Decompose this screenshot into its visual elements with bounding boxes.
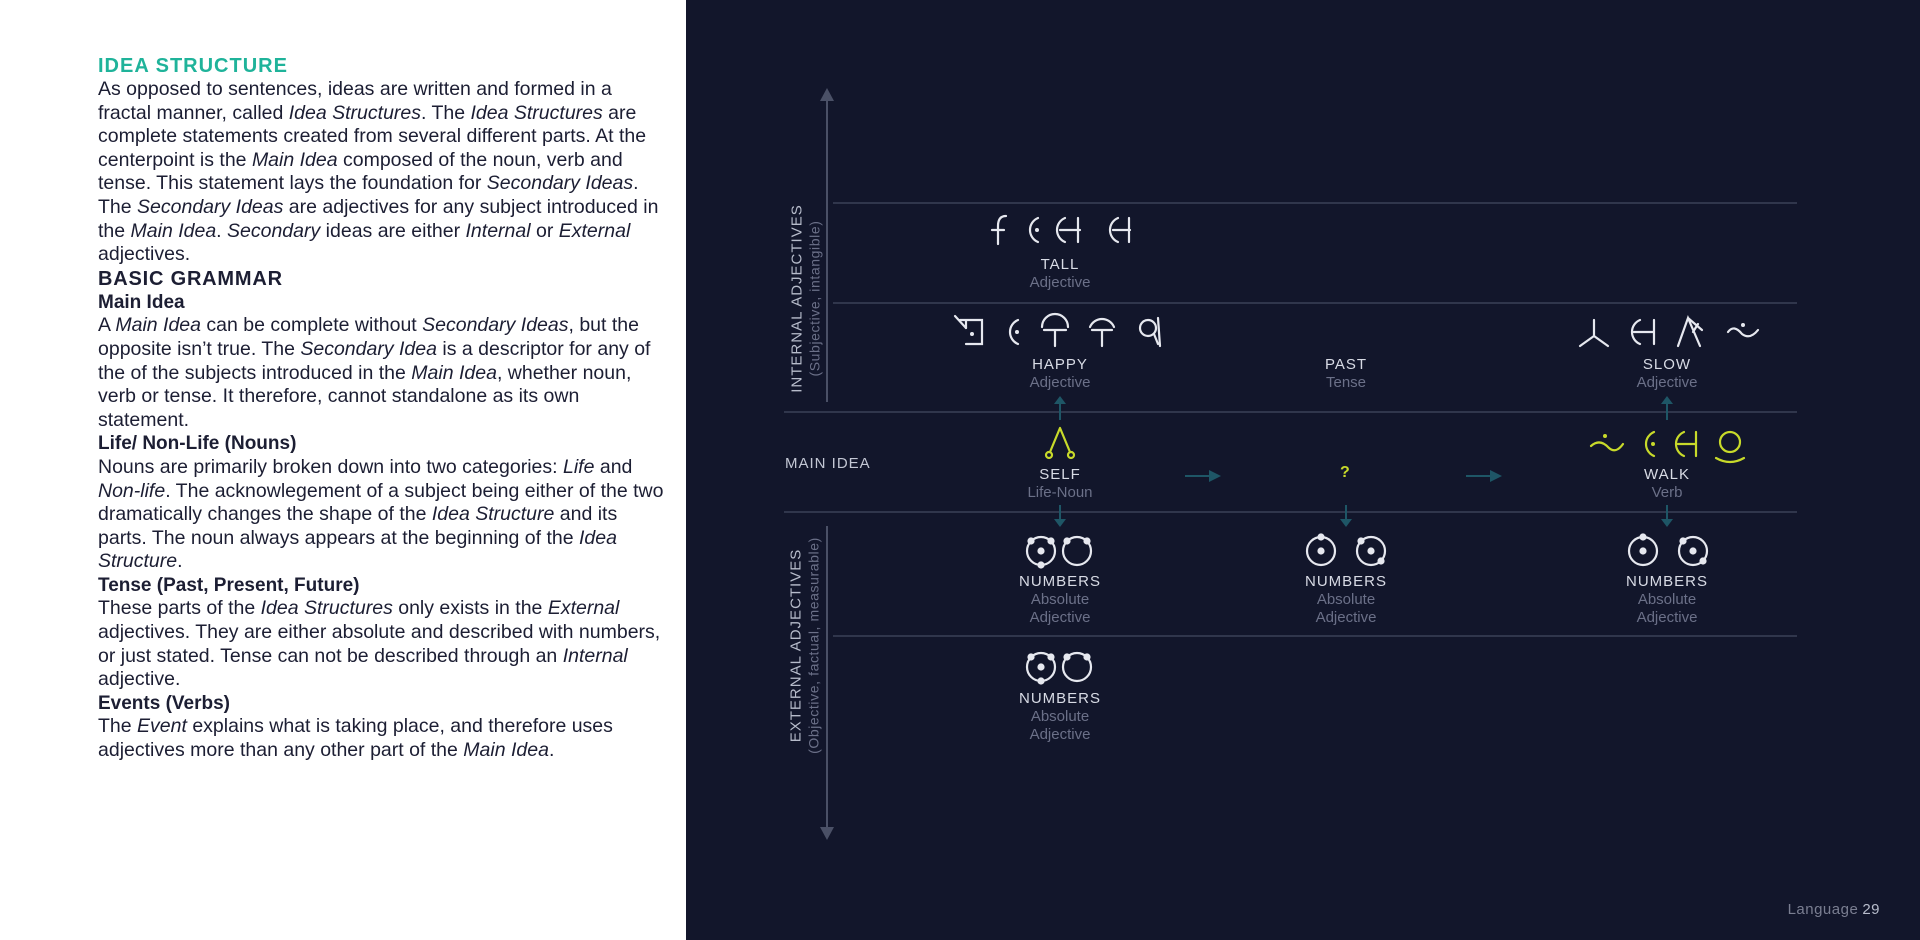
body-text: ideas are either [320,219,466,242]
body-text: adjective. [98,668,181,691]
body-text: , whether noun, verb or tense. It therefore, cannot standalone as its own statement. [98,361,632,431]
self-sub: Life-Noun [1027,484,1093,501]
connector-arrows [1054,396,1673,527]
tense-heading: Tense (Past, Present, Future) [98,574,360,596]
body-text: . [548,739,555,762]
body-text: As opposed to sentences, ideas are written and formed in a fractal manner, called [98,78,612,124]
tall-node [970,255,1150,292]
body-text: is a descriptor for any of the of the subjects introduced in the [98,337,651,384]
numbers-self-glyph [1027,537,1091,568]
body-text: . The [421,101,471,124]
basic-grammar-heading: BASIC GRAMMAR [98,267,283,290]
life-heading: Life/ Non-Life (Nouns) [98,433,297,455]
internal-adjectives-title: INTERNAL ADJECTIVES [788,204,806,393]
internal-adjectives-axis-label [789,183,824,415]
emphasis-text: Idea Structure [431,503,555,526]
numbers-past-node [1256,572,1436,627]
walk-glyphs [1591,432,1744,462]
external-adjectives-title: EXTERNAL ADJECTIVES [787,548,805,743]
emphasis-text: Main Idea [115,314,201,337]
emphasis-text: Secondary [227,219,321,242]
body-text: adjectives. They are either absolute and described with numbers, or just stated. Tense can not be described through an [98,621,661,667]
emphasis-text: External [547,597,620,620]
emphasis-text: Idea Structures [288,101,421,124]
numbers-title: NUMBERS [1304,573,1387,590]
body-text: . [216,219,228,242]
numbers-walk-glyph [1629,535,1707,566]
happy-title: HAPPY [1032,356,1088,373]
emphasis-text: Idea Structures [470,101,603,124]
self-title: SELF [1039,466,1081,483]
body-text: only exists in the [392,597,548,620]
happy-node [970,355,1150,392]
emphasis-text: Secondary Ideas [486,172,634,195]
tall-title: TALL [1040,256,1080,273]
emphasis-text: Event [137,715,187,738]
body-text: can be complete without [201,314,423,337]
emphasis-text: Secondary Idea [300,337,437,360]
body-text: are adjectives for any subject introduced in the [98,195,659,242]
self-glyph [1046,428,1074,458]
happy-sub: Adjective [1029,374,1091,391]
numbers-sub-absolute: Absolute [1030,591,1090,608]
events-heading: Events (Verbs) [98,692,230,714]
external-adjectives-sub: (Objective, factual, measurable) [805,537,822,754]
emphasis-text: Life [562,455,595,478]
emphasis-text: Internal [562,644,628,667]
external-adjectives-axis-label [788,501,823,791]
tall-glyphs [992,216,1130,244]
emphasis-text: Internal [465,219,531,242]
tall-sub: Adjective [1029,274,1091,291]
numbers-past-glyph [1307,535,1385,566]
emphasis-text: Non-life [98,479,166,502]
numbers-title: NUMBERS [1625,573,1708,590]
body-text: , but the opposite isn’t true. The [98,314,639,360]
body-text: Nouns are primarily broken down into two categories: [98,455,563,478]
unknown-tense-marker: ? [1340,464,1350,481]
emphasis-text: Main Idea [463,739,549,762]
slow-title: SLOW [1642,356,1692,373]
numbers-title: NUMBERS [1018,690,1101,707]
slow-glyphs [1580,318,1758,346]
walk-title: WALK [1644,466,1690,483]
slow-sub: Adjective [1636,374,1698,391]
past-title: PAST [1324,356,1368,373]
emphasis-text: Secondary Ideas [422,314,569,337]
numbers-low-node [970,689,1150,744]
body-text: are complete statements created from several different parts. At the centerpoint is the [98,101,647,171]
emphasis-text: Main Idea [251,148,338,171]
emphasis-text: Idea Structure [98,526,617,573]
body-text: composed of the noun, verb and tense. This statement lays the foundation for [98,148,623,195]
body-text: and its parts. The noun always appears at the beginning of the [98,503,618,549]
past-sub: Tense [1325,374,1367,391]
body-text: . The acknowlegement of a subject being either of the two dramatically changes the shape of the [98,479,664,526]
past-node [1256,355,1436,392]
body-text: These parts of the [98,597,261,620]
numbers-sub-adjective: Adjective [1636,609,1698,626]
body-text: and [594,455,633,478]
body-text: A [98,314,116,337]
numbers-self-node [970,572,1150,627]
walk-sub: Verb [1651,484,1683,501]
self-node [970,465,1150,502]
body-text: . [177,550,183,573]
page-number: 29 [1862,901,1880,918]
body-text: explains what is taking place, and therefore uses adjectives more than any other part of the [98,715,613,762]
numbers-sub-absolute: Absolute [1637,591,1697,608]
numbers-walk-node [1577,572,1757,627]
body-text: adjectives. [98,243,191,266]
numbers-low-glyph [1027,653,1091,684]
emphasis-text: External [558,219,631,242]
footer-section: Language [1787,901,1859,918]
internal-adjectives-sub: (Subjective, intangible) [806,220,823,377]
numbers-sub-adjective: Adjective [1315,609,1377,626]
page-footer [1788,901,1880,918]
numbers-title: NUMBERS [1018,573,1101,590]
emphasis-text: Main Idea [411,361,497,384]
emphasis-text: Idea Structures [260,597,393,620]
body-text: The [98,715,138,738]
slow-node [1577,355,1757,392]
main-idea-heading: Main Idea [98,291,185,313]
emphasis-text: Secondary Ideas [137,195,284,218]
emphasis-text: Main Idea [130,219,217,242]
walk-node [1577,465,1757,502]
numbers-sub-absolute: Absolute [1030,708,1090,725]
body-text: or [530,219,559,242]
numbers-sub-absolute: Absolute [1316,591,1376,608]
main-idea-label: MAIN IDEA [785,455,871,472]
numbers-sub-adjective: Adjective [1029,726,1091,743]
section-title: IDEA STRUCTURE [98,55,288,77]
numbers-sub-adjective: Adjective [1029,609,1091,626]
body-text: . The [98,172,639,218]
happy-glyphs [955,314,1160,346]
